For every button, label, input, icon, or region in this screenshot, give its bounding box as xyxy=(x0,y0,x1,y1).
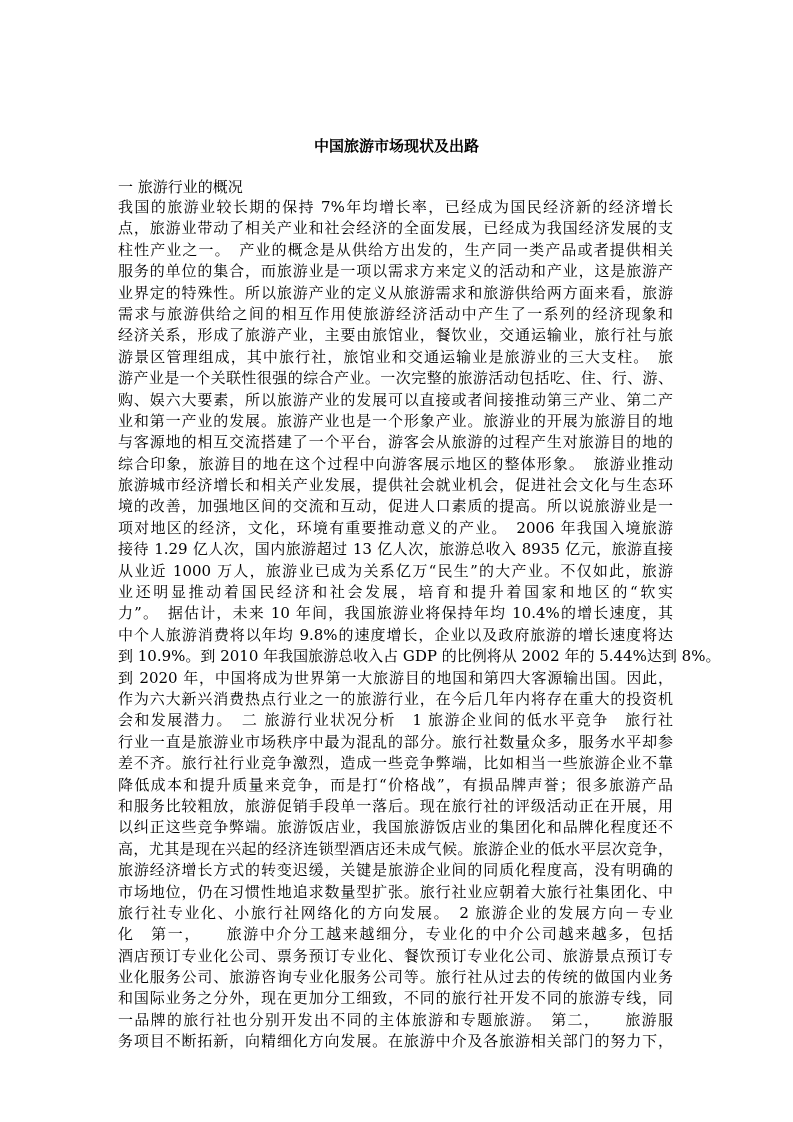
text-line: 经济关系，形成了旅游产业，主要由旅馆业，餐饮业，交通运输业，旅行社与旅 xyxy=(118,326,673,345)
text-line: 游景区管理组成，其中旅行社，旅馆业和交通运输业是旅游业的三大支柱。 旅 xyxy=(118,347,673,366)
text-line: 力”。 据估计，未来 10 年间，我国旅游业将保持年均 10.4%的增长速度，其 xyxy=(118,604,673,623)
text-line: 境的改善，加强地区间的交流和互动，促进人口素质的提高。所以说旅游业是一 xyxy=(118,497,673,516)
text-line: 从业近 1000 万人，旅游业已成为关系亿万“民生”的大产业。不仅如此，旅游 xyxy=(118,561,673,580)
text-line: 与客源地的相互交流搭建了一个平台，游客会从旅游的过程产生对旅游目的地的 xyxy=(118,433,673,452)
text-line: 接待 1.29 亿人次，国内旅游超过 13 亿人次，旅游总收入 8935 亿元，旅游直接 xyxy=(118,540,673,559)
text-line: 业和第一产业的发展。旅游产业也是一个形象产业。旅游业的开展为旅游目的地 xyxy=(118,411,673,430)
text-line: 游产业是一个关联性很强的综合产业。一次完整的旅游活动包括吃、住、行、游、 xyxy=(118,369,673,388)
document-title: 中国旅游市场现状及出路 xyxy=(313,137,479,155)
text-line: 会和发展潜力。 二 旅游行业状况分析 1 旅游企业间的低水平竞争 旅行社 xyxy=(118,711,673,730)
text-line: 业还明显推动着国民经济和社会发展，培育和提升着国家和地区的“软实 xyxy=(118,583,673,602)
text-line: 旅游经济增长方式的转变迟缓，关键是旅游企业间的同质化程度高，没有明确的 xyxy=(118,861,673,880)
text-line: 中个人旅游消费将以年均 9.8%的速度增长，企业以及政府旅游的增长速度将达 xyxy=(118,625,673,644)
text-line: 购、娱六大要素，所以旅游产业的发展可以直接或者间接推动第三产业、第二产 xyxy=(118,390,673,409)
text-line: 作为六大新兴消费热点行业之一的旅游行业，在今后几年内将存在重大的投资机 xyxy=(118,689,673,708)
body-text xyxy=(118,197,721,1053)
text-line: 到 2020 年，中国将成为世界第一大旅游目的地国和第四大客源输出国。因此， xyxy=(118,668,673,687)
text-line: 项对地区的经济，文化，环境有重要推动意义的产业。 2006 年我国入境旅游 xyxy=(118,518,673,537)
text-line: 柱性产业之一。 产业的概念是从供给方出发的，生产同一类产品或者提供相关 xyxy=(118,240,673,259)
text-line: 点，旅游业带动了相关产业和社会经济的全面发展，已经成为我国经济发展的支 xyxy=(118,219,673,238)
text-line: 综合印象，旅游目的地在这个过程中向游客展示地区的整体形象。 旅游业推动 xyxy=(118,454,673,473)
text-line: 服务的单位的集合，而旅游业是一项以需求方来定义的活动和产业，这是旅游产 xyxy=(118,262,673,281)
text-line: 旅游城市经济增长和相关产业发展，提供社会就业机会，促进社会文化与生态环 xyxy=(118,476,673,495)
text-line: 高，尤其是现在兴起的经济连锁型酒店还未成气候。旅游企业的低水平层次竞争， xyxy=(118,839,673,858)
text-line: 差不齐。旅行社行业竞争激烈，造成一些竞争弊端，比如相当一些旅游企业不靠 xyxy=(118,754,673,773)
text-line: 酒店预订专业化公司、票务预订专业化、餐饮预订专业化公司、旅游景点预订专 xyxy=(118,946,673,965)
text-line: 和国际业务之分外，现在更加分工细致，不同的旅行社开发不同的旅游专线，同 xyxy=(118,989,673,1008)
text-line: 需求与旅游供给之间的相互作用使旅游经济活动中产生了一系列的经济现象和 xyxy=(118,304,673,323)
text-line: 到 10.9%。到 2010 年我国旅游总收入占 GDP 的比例将从 2002 年的 5.44%达到 8%。 xyxy=(118,647,721,666)
text-line: 旅行社专业化、小旅行社网络化的方向发展。 2 旅游企业的发展方向－专业 xyxy=(118,903,673,922)
text-line: 降低成本和提升质量来竞争，而是打“价格战”，有损品牌声誉；很多旅游产品 xyxy=(118,775,673,794)
text-line: 化 第一， 旅游中介分工越来越细分，专业化的中介公司越来越多，包括 xyxy=(118,925,673,944)
text-line: 业界定的特殊性。所以旅游产业的定义从旅游需求和旅游供给两方面来看，旅游 xyxy=(118,283,673,302)
section-heading: 一 旅游行业的概况 xyxy=(118,178,243,196)
text-line: 行业一直是旅游业市场秩序中最为混乱的部分。旅行社数量众多，服务水平却参 xyxy=(118,732,673,751)
text-line: 务项目不断拓新，向精细化方向发展。在旅游中介及各旅游相关部门的努力下， xyxy=(118,1032,673,1051)
text-line: 以纠正这些竞争弊端。旅游饭店业，我国旅游饭店业的集团化和品牌化程度还不 xyxy=(118,818,673,837)
text-line: 我国的旅游业较长期的保持 7%年均增长率，已经成为国民经济新的经济增长 xyxy=(118,198,673,216)
text-line: 和服务比较粗放，旅游促销手段单一落后。现在旅行社的评级活动正在开展，用 xyxy=(118,796,673,815)
text-line: 市场地位，仍在习惯性地追求数量型扩张。旅行社业应朝着大旅行社集团化、中 xyxy=(118,882,673,901)
text-line: 一品牌的旅行社也分别开发出不同的主体旅游和专题旅游。 第二， 旅游服 xyxy=(118,1010,673,1029)
text-line: 业化服务公司、旅游咨询专业化服务公司等。旅行社从过去的传统的做国内业务 xyxy=(118,968,673,987)
